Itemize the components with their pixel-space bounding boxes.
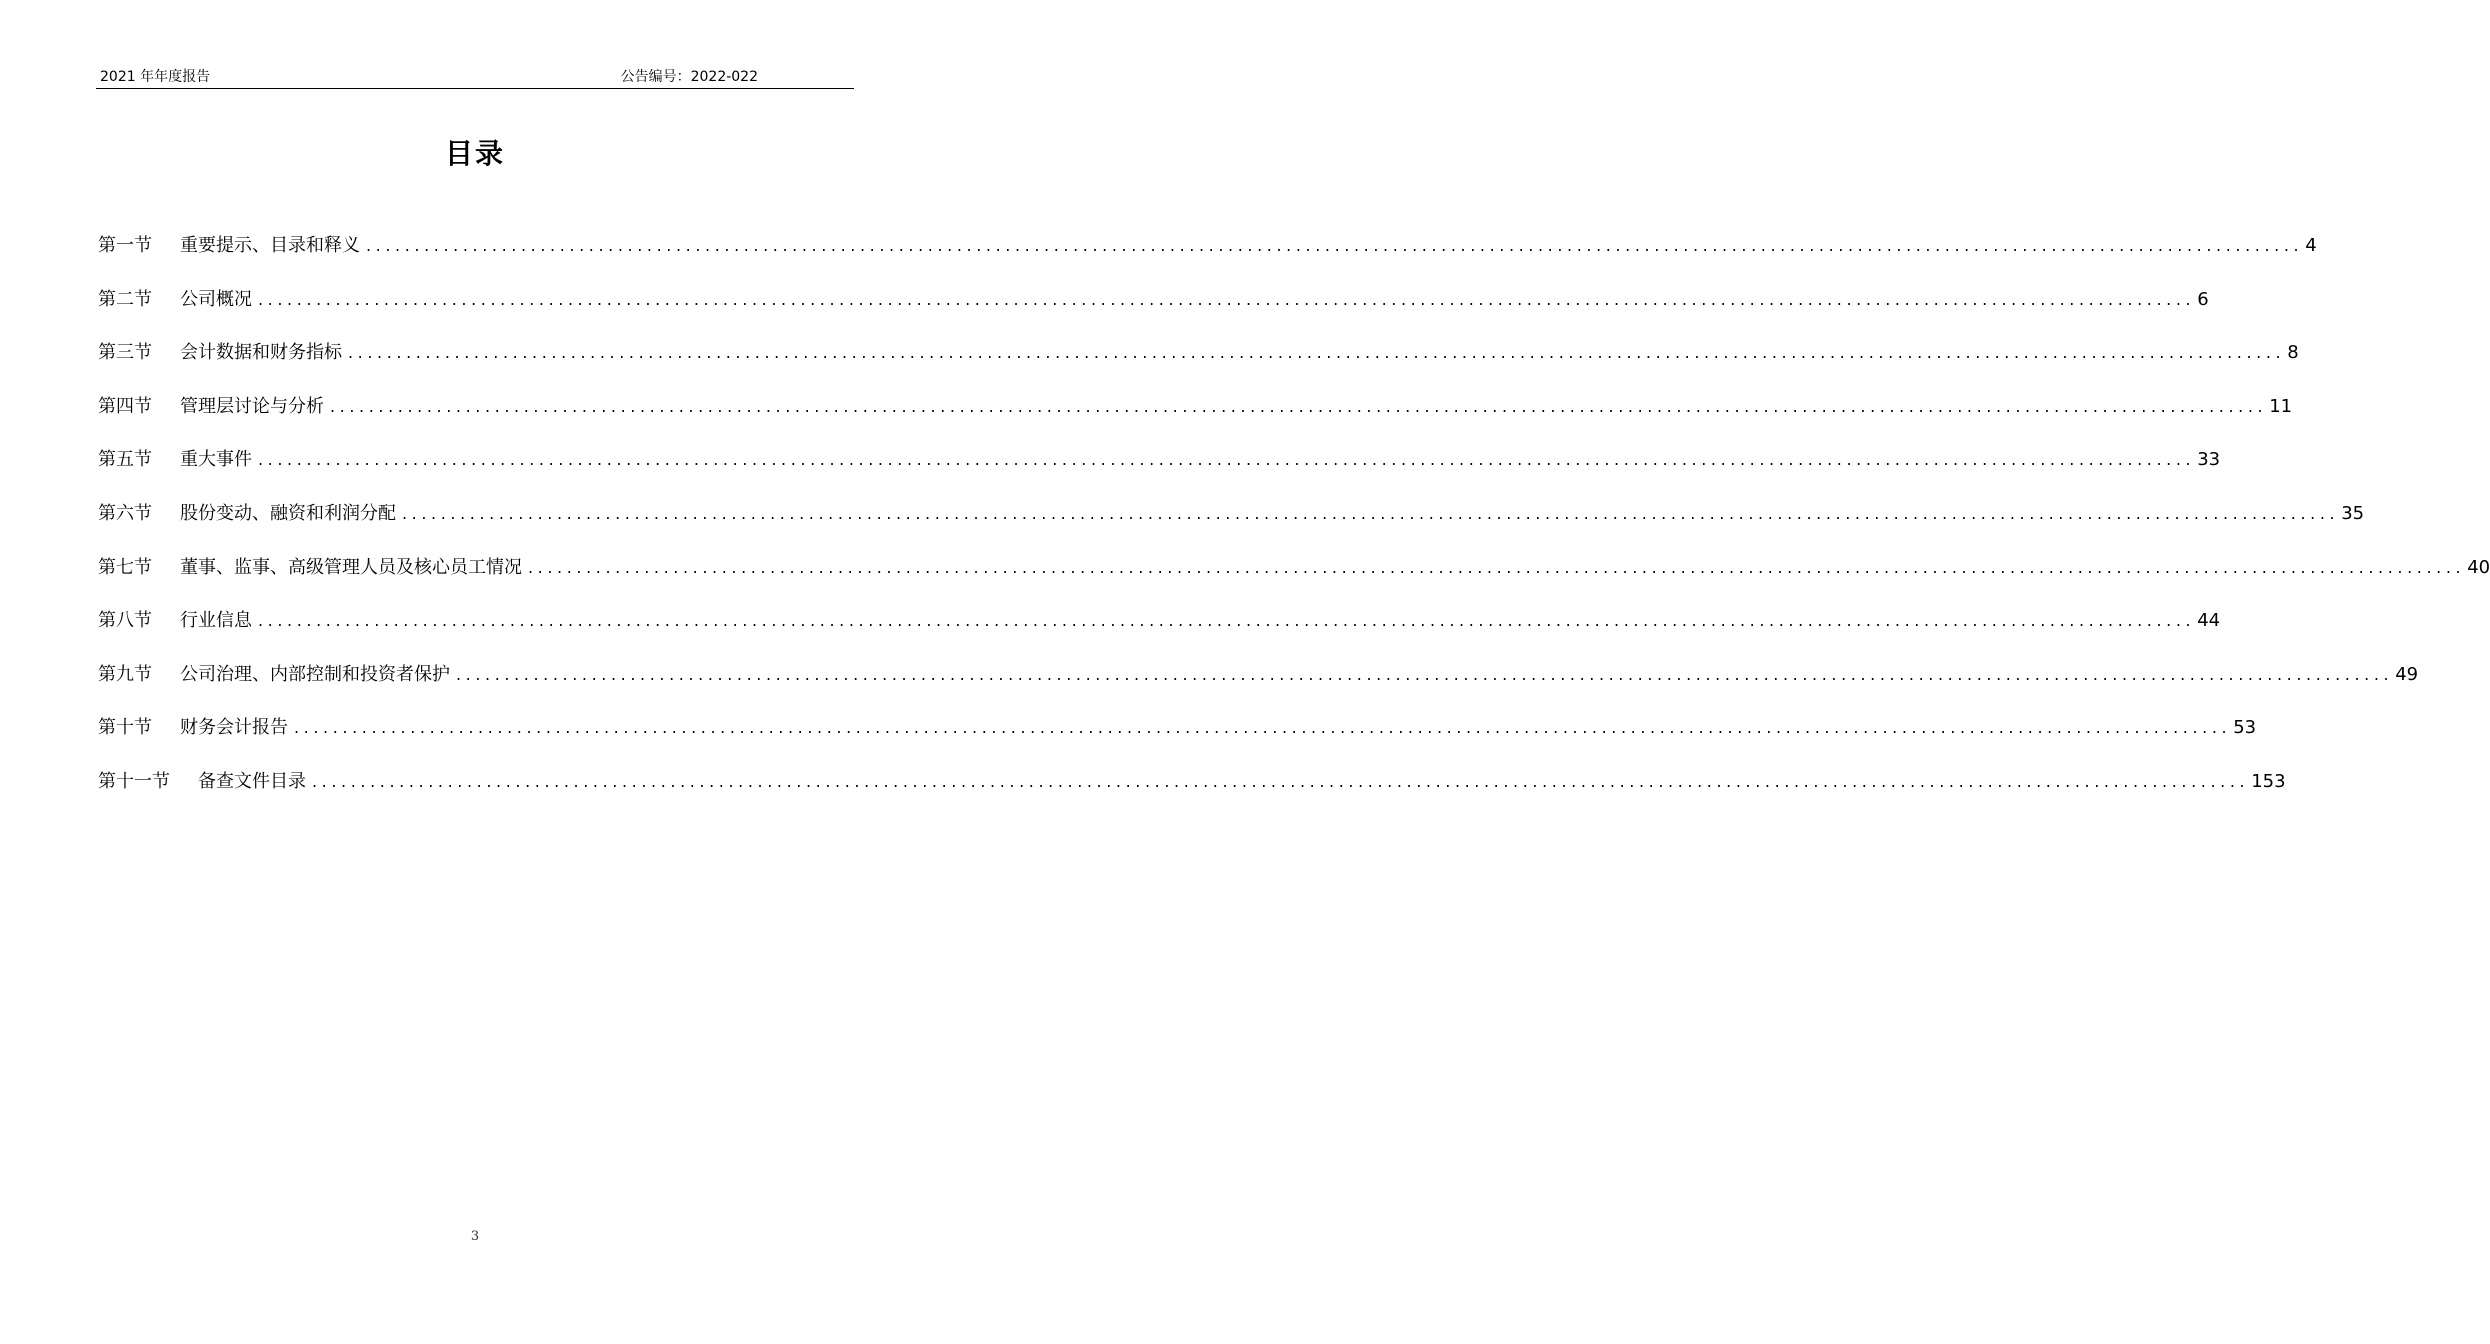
toc-section-number: 第九节 <box>98 663 152 685</box>
toc-entry[interactable] <box>98 390 2293 444</box>
toc-page-number: 33 <box>2197 449 2221 471</box>
toc-section-number: 第五节 <box>98 449 152 471</box>
toc-section-title: 重要提示、目录和释义 <box>180 235 360 256</box>
toc-dot-leader: ........................................................................................................................................................................................................ <box>258 611 2196 631</box>
toc-entry[interactable] <box>98 336 2299 390</box>
toc-page-number: 153 <box>2251 770 2286 792</box>
toc-entry[interactable] <box>98 229 2317 283</box>
toc-page-number: 4 <box>2305 235 2317 256</box>
announcement-number: 公告编号：2022-022 <box>620 69 758 85</box>
toc-entry[interactable] <box>98 604 2221 658</box>
toc-section-number: 第六节 <box>98 502 152 524</box>
toc-page-number: 40 <box>2467 556 2490 578</box>
toc-page-number: 49 <box>2395 663 2419 685</box>
table-of-contents <box>98 229 2490 819</box>
toc-section-title: 财务会计报告 <box>180 717 288 739</box>
toc-dot-leader: ........................................................................................................................................................................................................ <box>528 557 2466 577</box>
toc-dot-leader: ........................................................................................................................................................................................................ <box>294 718 2232 738</box>
toc-section-number: 第三节 <box>98 342 152 364</box>
toc-section-number: 第七节 <box>98 556 152 578</box>
toc-section-number: 第十一节 <box>98 770 170 792</box>
toc-page-number: 8 <box>2287 342 2299 364</box>
toc-entry[interactable] <box>98 497 2365 551</box>
report-year-label: 2021 年年度报告 <box>100 69 211 85</box>
toc-entry[interactable] <box>98 283 2209 337</box>
toc-section-number: 第十节 <box>98 717 152 739</box>
toc-section-number: 第二节 <box>98 288 152 310</box>
toc-section-title: 股份变动、融资和利润分配 <box>180 502 396 524</box>
toc-page-number: 53 <box>2233 717 2257 739</box>
page-title: 目录 <box>444 137 505 170</box>
toc-section-number: 第一节 <box>98 235 152 256</box>
toc-page-number: 11 <box>2269 395 2293 417</box>
toc-section-title: 会计数据和财务指标 <box>180 342 342 364</box>
toc-dot-leader: ........................................................................................................................................................................................................ <box>366 236 2304 255</box>
toc-section-title: 公司治理、内部控制和投资者保护 <box>180 663 450 685</box>
toc-dot-leader: ........................................................................................................................................................................................................ <box>312 771 2250 791</box>
toc-page-number: 44 <box>2197 610 2221 632</box>
header-divider <box>96 88 854 89</box>
toc-section-number: 第八节 <box>98 610 152 632</box>
toc-page-number: 6 <box>2197 288 2209 310</box>
toc-dot-leader: ........................................................................................................................................................................................................ <box>330 396 2268 416</box>
page-number: 3 <box>470 1229 480 1244</box>
toc-dot-leader: ........................................................................................................................................................................................................ <box>456 664 2394 684</box>
toc-section-title: 公司概况 <box>180 288 252 310</box>
toc-entry[interactable] <box>98 711 2257 765</box>
toc-entry[interactable] <box>98 443 2221 497</box>
toc-dot-leader: ........................................................................................................................................................................................................ <box>258 289 2196 309</box>
toc-entry[interactable] <box>98 765 2286 819</box>
toc-dot-leader: ........................................................................................................................................................................................................ <box>402 503 2340 523</box>
toc-section-title: 行业信息 <box>180 610 252 632</box>
toc-section-title: 董事、监事、高级管理人员及核心员工情况 <box>180 556 522 578</box>
toc-section-number: 第四节 <box>98 395 152 417</box>
toc-section-title: 重大事件 <box>180 449 252 471</box>
toc-page-number: 35 <box>2341 502 2365 524</box>
toc-section-title: 管理层讨论与分析 <box>180 395 324 417</box>
toc-dot-leader: ........................................................................................................................................................................................................ <box>258 450 2196 470</box>
toc-entry[interactable] <box>98 551 2490 605</box>
toc-entry[interactable] <box>98 658 2419 712</box>
toc-section-title: 备查文件目录 <box>198 770 306 792</box>
toc-dot-leader: ........................................................................................................................................................................................................ <box>348 343 2286 363</box>
page-header <box>96 66 854 88</box>
